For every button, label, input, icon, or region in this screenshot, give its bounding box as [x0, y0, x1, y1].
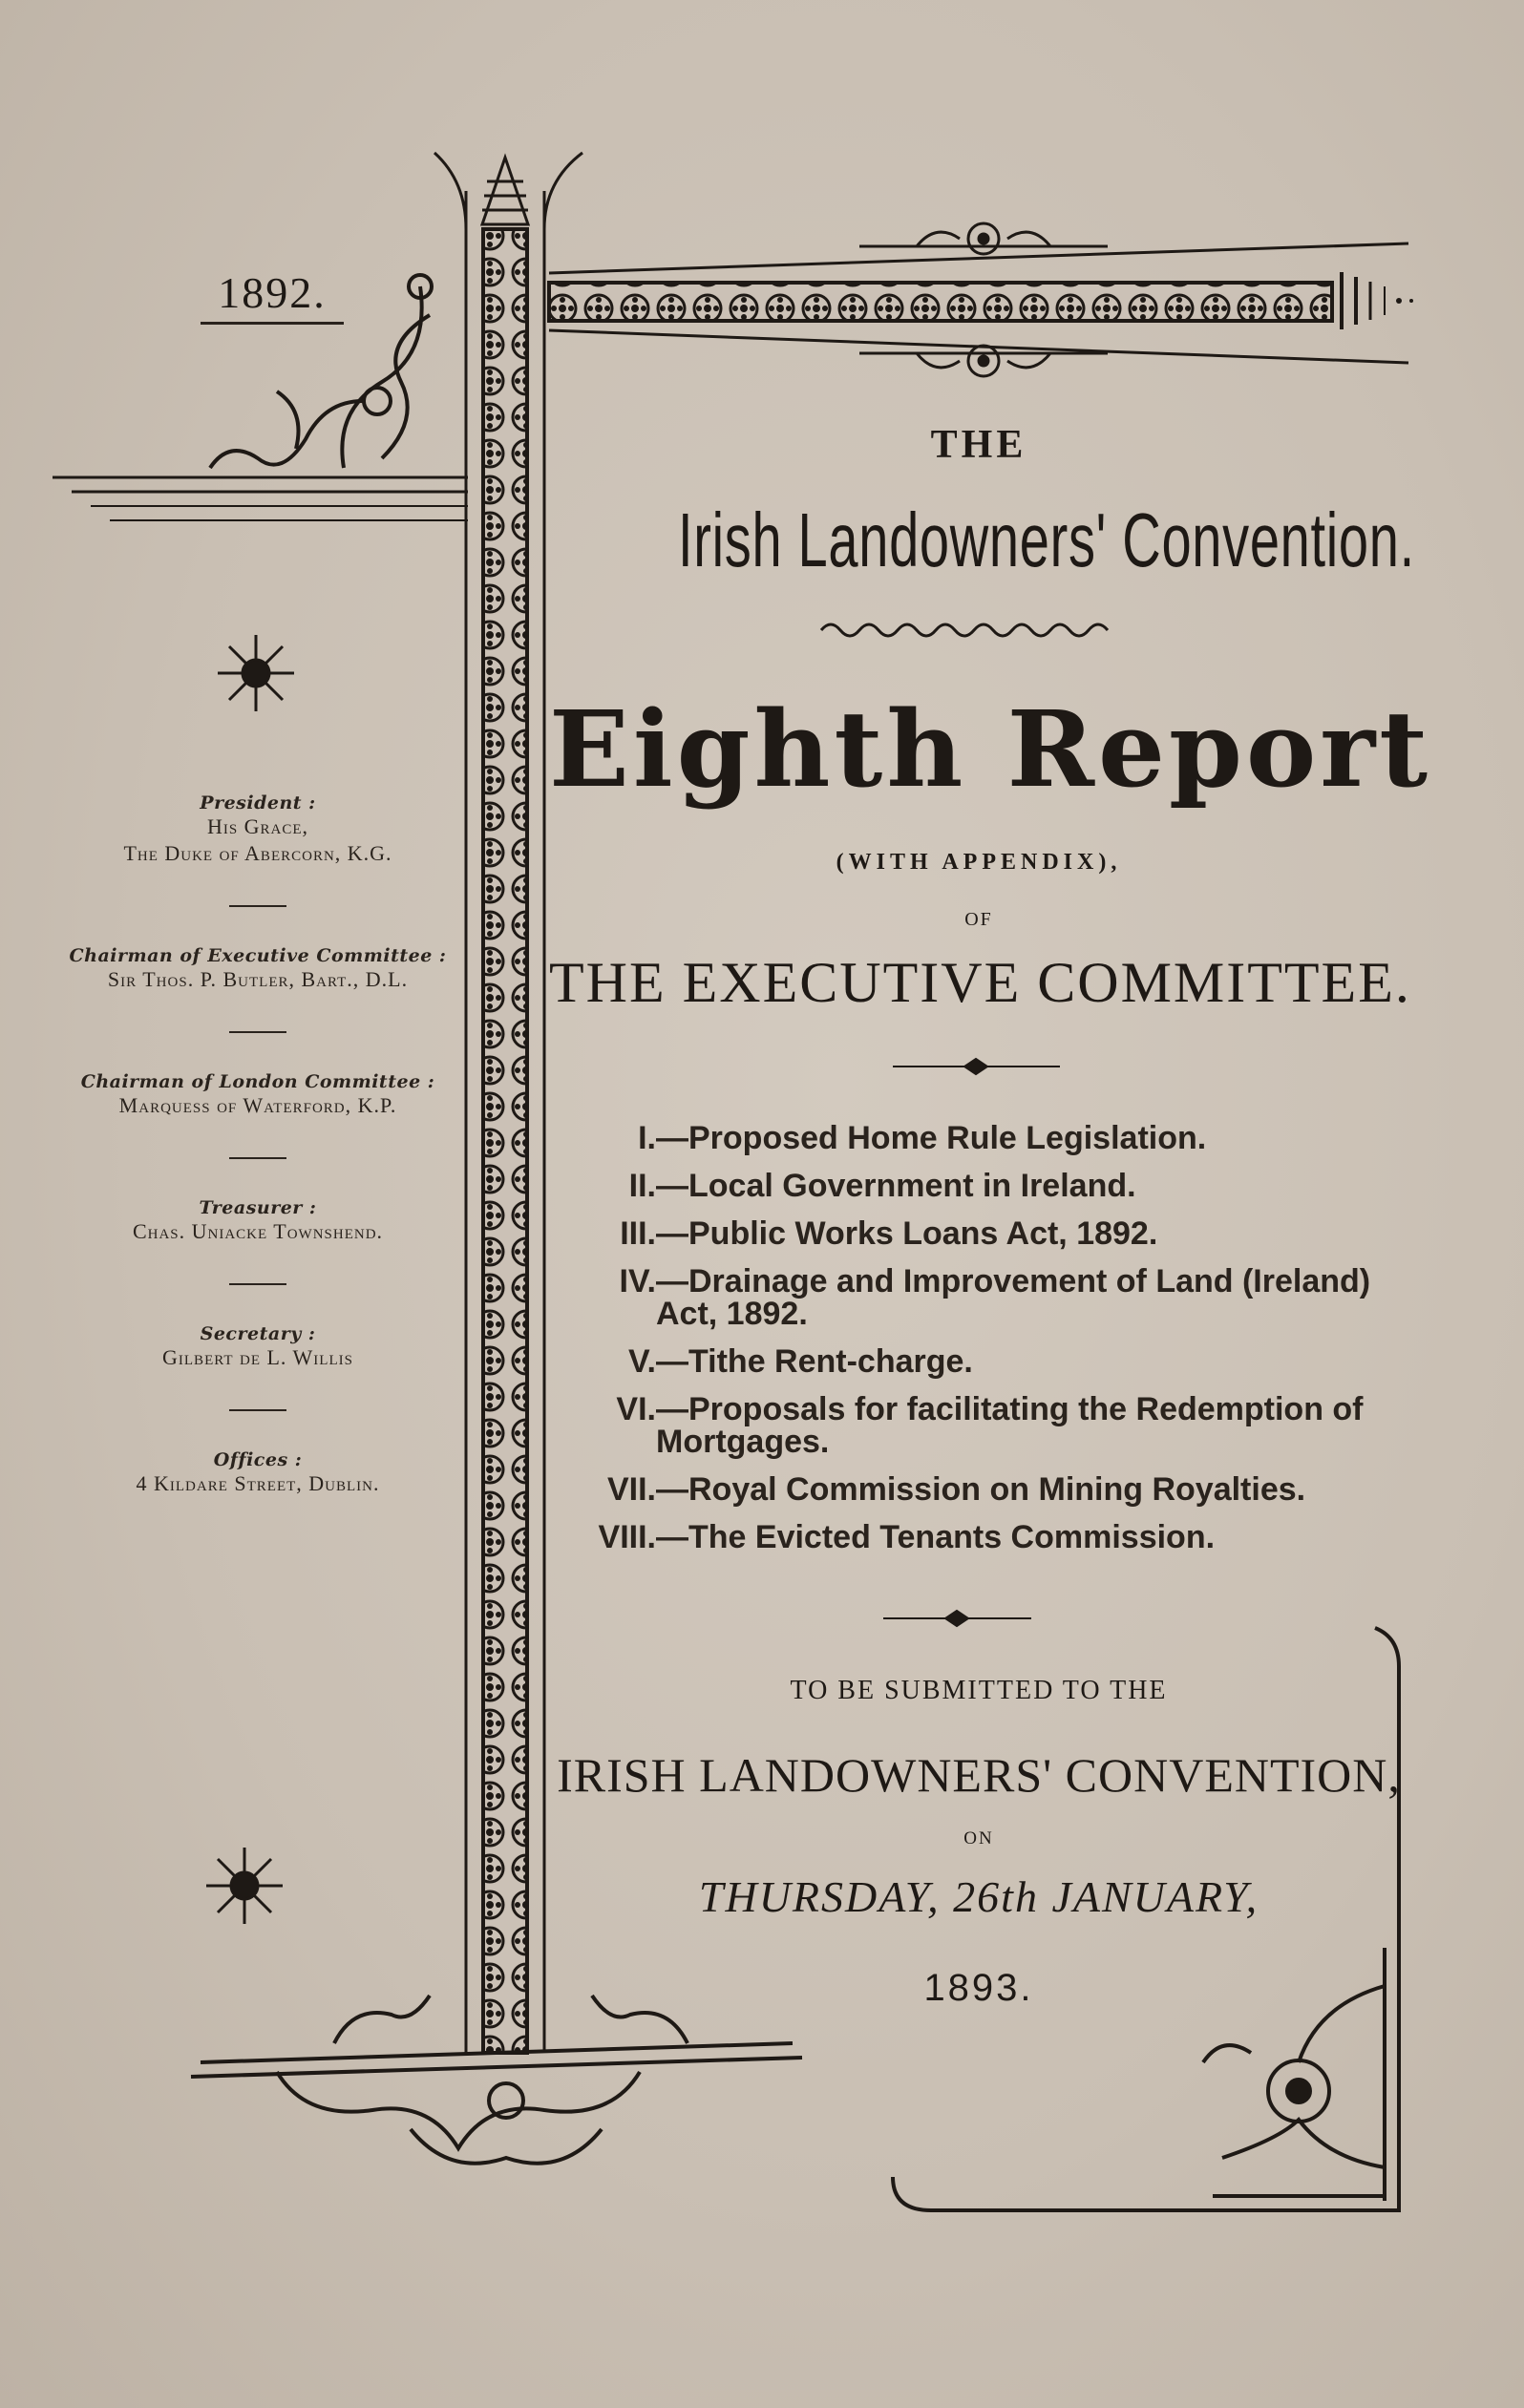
- contents-number: VII.: [606, 1471, 656, 1508]
- officer-name: 4 Kildare Street, Dublin.: [136, 1471, 380, 1495]
- contents-item: [549, 1393, 1408, 1458]
- wavy-divider: [821, 624, 1108, 636]
- contents-list: [549, 1122, 1408, 1569]
- contents-number: I.: [638, 1120, 656, 1156]
- officer-role: Offices :: [213, 1449, 303, 1470]
- officer-treasurer: [57, 1197, 458, 1245]
- contents-item: [549, 1170, 1408, 1202]
- officer-separator: [229, 905, 286, 907]
- contents-item: [549, 1521, 1408, 1553]
- contents-item: [549, 1345, 1408, 1378]
- convention-title: Irish Landowners' Convention.: [678, 497, 1415, 582]
- contents-text: —Royal Commission on Mining Royalties.: [656, 1471, 1306, 1508]
- officer-separator: [229, 1283, 286, 1285]
- officers-list: [57, 792, 458, 1497]
- diamond-divider-1: [893, 1059, 1060, 1074]
- officer-separator: [229, 1409, 286, 1411]
- committee-title: THE EXECUTIVE COMMITTEE.: [549, 951, 1411, 1014]
- submission-note: TO BE SUBMITTED TO THE: [790, 1676, 1168, 1705]
- horizontal-border-band: [549, 283, 1332, 321]
- star-ornament-top: [218, 635, 294, 711]
- officer-separator: [229, 1031, 286, 1033]
- meeting-date: THURSDAY, 26th JANUARY,: [698, 1872, 1259, 1921]
- contents-item: [549, 1265, 1408, 1330]
- year-left: 1892.: [201, 267, 344, 325]
- officer-president: [57, 792, 458, 867]
- officer-name: His Grace,: [206, 814, 309, 838]
- contents-text: —Drainage and Improvement of Land (Ireland) Act, 1892.: [656, 1263, 1371, 1332]
- officer-executive-chairman: [57, 945, 458, 993]
- diamond-divider-2: [883, 1611, 1031, 1626]
- contents-text: —Public Works Loans Act, 1892.: [656, 1215, 1158, 1252]
- officer-name: Sir Thos. P. Butler, Bart., D.L.: [107, 967, 409, 991]
- officer-secretary: [57, 1323, 458, 1371]
- officer-name: Chas. Uniacke Townshend.: [132, 1219, 384, 1243]
- officer-role: Chairman of Executive Committee :: [69, 945, 447, 966]
- officer-name: Gilbert de L. Willis: [162, 1345, 353, 1369]
- officer-london-chairman: [57, 1071, 458, 1119]
- officer-name: The Duke of Abercorn, K.G.: [123, 841, 392, 865]
- vertical-border-band: [483, 229, 527, 2053]
- officer-separator: [229, 1157, 286, 1159]
- heading-the: THE: [930, 423, 1027, 467]
- contents-number: III.: [620, 1215, 656, 1252]
- contents-number: VIII.: [598, 1519, 656, 1555]
- contents-item: [549, 1473, 1408, 1506]
- officer-offices: [57, 1449, 458, 1497]
- contents-text: —Tithe Rent-charge.: [656, 1343, 973, 1380]
- contents-number: II.: [628, 1168, 656, 1204]
- officer-name: Marquess of Waterford, K.P.: [118, 1093, 397, 1117]
- appendix-note: (WITH APPENDIX),: [836, 850, 1122, 875]
- star-ornament-bottom: [206, 1848, 283, 1924]
- contents-item: [549, 1122, 1408, 1154]
- officer-role: Chairman of London Committee :: [80, 1071, 435, 1092]
- contents-text: —Local Government in Ireland.: [656, 1168, 1136, 1204]
- contents-text: —The Evicted Tenants Commission.: [656, 1519, 1216, 1555]
- contents-text: —Proposals for facilitating the Redemption of Mortgages.: [656, 1391, 1364, 1460]
- officer-role: President :: [200, 792, 316, 813]
- report-title: Eighth Report: [549, 687, 1432, 811]
- on-label: ON: [963, 1828, 994, 1848]
- officer-role: Treasurer :: [199, 1197, 317, 1218]
- contents-number: IV.: [619, 1263, 656, 1299]
- year-right: 1893.: [923, 1967, 1034, 2009]
- of-label: OF: [964, 909, 993, 930]
- contents-item: [549, 1217, 1408, 1250]
- contents-number: V.: [627, 1343, 656, 1380]
- officer-role: Secretary :: [200, 1323, 316, 1344]
- contents-number: VI.: [616, 1391, 656, 1427]
- convention-name: IRISH LANDOWNERS' CONVENTION,: [557, 1748, 1401, 1802]
- contents-text: —Proposed Home Rule Legislation.: [656, 1120, 1207, 1156]
